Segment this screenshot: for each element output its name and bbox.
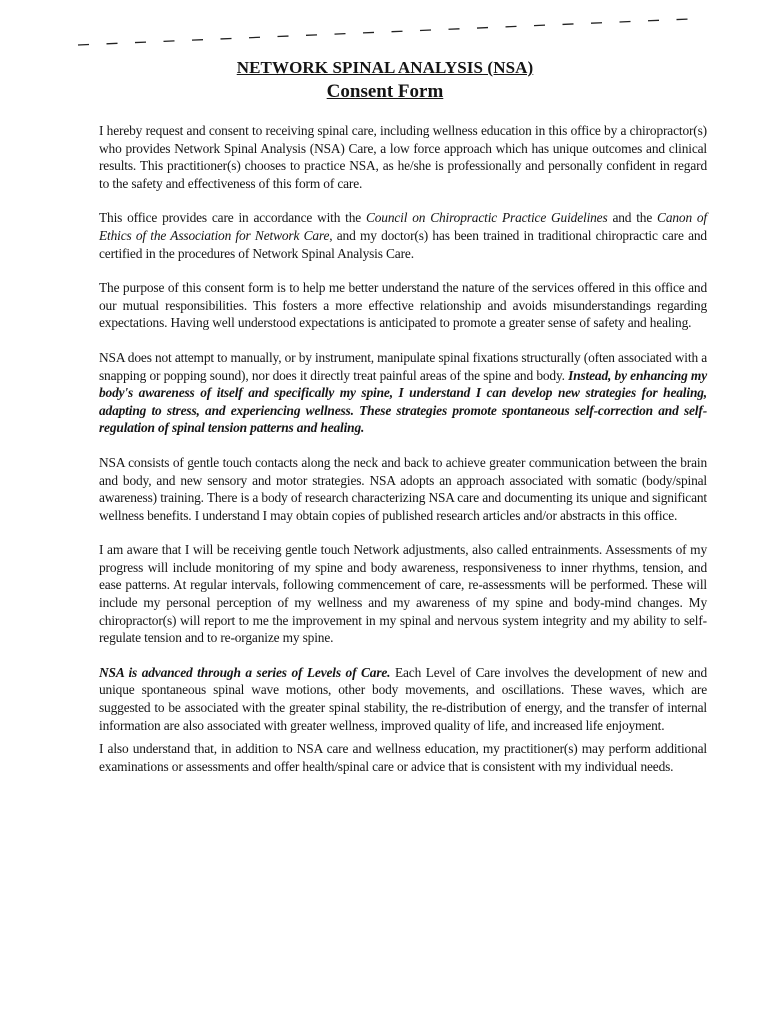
- text-segment: Each Level of Care involves the development of new and unique spontaneous spinal wave motions, other body movements, and oscillations. These waves, which are suggested to be associated with the greater spinal stability, the re-distribution of energy, and the transfer of internal information are also associated with greater wellness, improved quality of life, and increased life enjoyment.: [99, 664, 707, 733]
- text-segment: , and my doctor(s) has been trained in traditional chiropractic care and certified in the procedures of Network Spinal Analysis Care.: [99, 227, 707, 261]
- guidelines-title: Council on Chiropractic Practice Guidelines: [365, 210, 608, 226]
- scan-dash-line: [0, 0, 770, 60]
- document-title: NETWORK SPINAL ANALYSIS (NSA): [236, 58, 534, 77]
- text-segment: This office provides care in accordance with the: [99, 210, 366, 226]
- paragraph-consent-request: I hereby request and consent to receiving spinal care, including wellness education in this office by a chiropractor(s) who provides Network Spinal Analysis (NSA) Care, a low force approach which has unique outcomes and clinical results. This practitioner(s) chooses to practice NSA, as he/she is professionally and personally confident in regard to the safety and effectiveness of this form of care.: [99, 123, 707, 191]
- emphasis-statement: Instead, by enhancing my body's awareness of itself and specifically my spine, I understand I can develop new strategies for healing, adapting to stress, and experiencing wellness. These strategies promote spontaneous self-correction and self-regulation of spinal tension patterns and healing.: [99, 367, 707, 436]
- levels-heading: NSA is advanced through a series of Levels of Care.: [99, 664, 391, 680]
- title-block: [0, 58, 770, 104]
- paragraph-guidelines: [99, 209, 707, 262]
- paragraph-assessments: I am aware that I will be receiving gentle touch Network adjustments, also called entrainments. Assessments of my progress will include monitoring of my spine and body awareness, responsiveness to inner rhythms, tension, and ease patterns. At regular intervals, following commencement of care, re-assessments will be performed. These will include my personal perception of my wellness and my awareness of my spine and body-mind changes. My chiropractor(s) will report to me the improvement in my spinal and nervous system integrity and my ability to self-regulate tension and to re-organize my spine.: [99, 542, 707, 646]
- paragraph-levels-of-care: [99, 664, 707, 734]
- document-subtitle: Consent Form: [326, 81, 444, 102]
- ethics-title: Canon of Ethics of the Association for Network Care: [99, 210, 708, 243]
- paragraph-additional-care: I also understand that, in addition to NSA care and wellness education, my practitioner(s) may perform additional examinations or assessments and offer health/spinal care or advice that is consistent with my individual needs.: [99, 741, 707, 774]
- paragraph-method: NSA consists of gentle touch contacts along the neck and back to achieve greater communication between the brain and body, and new sensory and motor strategies. NSA adopts an approach associated with somatic (body/spinal awareness) training. There is a body of research characterizing NSA care and documenting its unique and significant wellness benefits. I understand I may obtain copies of published research articles and/or abstracts in this office.: [99, 454, 707, 523]
- paragraph-approach: [99, 349, 707, 437]
- paragraph-purpose: The purpose of this consent form is to help me better understand the nature of the services offered in this office and our mutual responsibilities. This fosters a more effective relationship and avoids misunderstandings regarding expectations. Having well understood expectations is anticipated to promote a greater sense of safety and healing.: [99, 280, 707, 331]
- text-segment: and the: [607, 210, 658, 226]
- consent-body: [99, 122, 707, 775]
- text-segment: NSA does not attempt to manually, or by instrument, manipulate spinal fixations structurally (often associated with a snapping or popping sound), nor does it directly treat painful areas of the spine and body.: [99, 349, 707, 383]
